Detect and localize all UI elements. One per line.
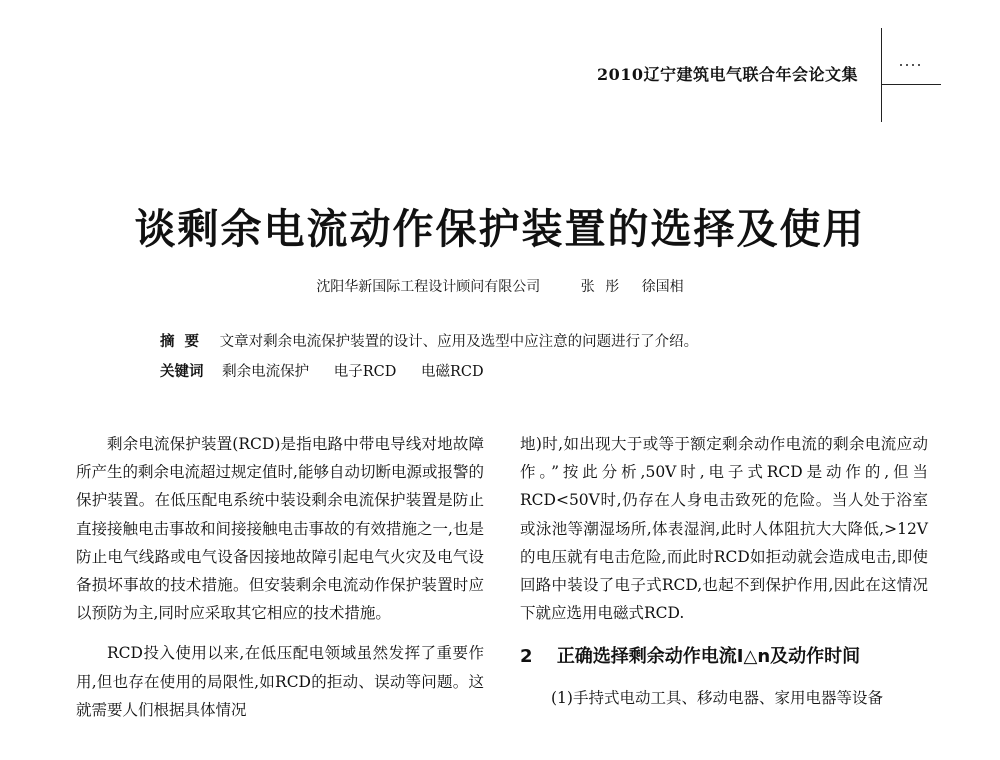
abstract-label: 摘要 — [160, 334, 209, 350]
header-vertical-rule — [881, 28, 882, 122]
keyword: 电磁RCD — [420, 364, 484, 380]
right-column — [520, 430, 928, 712]
keyword: 电子RCD — [333, 364, 397, 380]
keywords-label: 关键词 — [160, 364, 204, 380]
section-number: 2 — [520, 646, 533, 668]
keyword: 剩余电流保护 — [222, 364, 310, 380]
paper-title: 谈剩余电流动作保护装置的选择及使用 — [134, 205, 866, 253]
abstract-text: 文章对剩余电流保护装置的设计、应用及选型中应注意的问题进行了介绍。 — [219, 334, 699, 350]
author-line — [0, 276, 1000, 296]
header-dotted-mark — [900, 64, 920, 66]
body-paragraph: RCD投入使用以来,在低压配电领域虽然发挥了重要作用,但也存在使用的局限性,如RCD的拒动、误动等问题。这就需要人们根据具体情况 — [76, 644, 484, 719]
section-title: 正确选择剩余动作电流I△n及动作时间 — [556, 646, 861, 668]
body-paragraph: (1)手持式电动工具、移动电器、家用电器等设备 — [551, 688, 883, 707]
author-organization: 沈阳华新国际工程设计顾问有限公司 — [316, 279, 541, 295]
author-name: 张 彤 — [580, 279, 620, 295]
author-name: 徐国相 — [641, 279, 684, 295]
running-header: 2010辽宁建筑电气联合年会论文集 — [597, 65, 859, 84]
section-heading — [520, 643, 928, 671]
body-paragraph: 地)时,如出现大于或等于额定剩余动作电流的剩余电流应动作。”按此分析,50V时,电子式RCD是动作的,但当RCD<50V时,仍存在人身电击致死的危险。当人处于浴室或泳池等潮湿场所,体表湿润,此时人体阻抗大大降低,>12V的电压就有电击危险,而此时RCD如拒动就会造成电击,即使回路中装设了电子式RCD,也起不到保护作用,因此在这情况下就应选用电磁式RCD. — [520, 435, 928, 623]
keywords — [160, 360, 504, 381]
left-column — [76, 430, 484, 724]
header-horizontal-rule — [881, 84, 941, 85]
abstract — [160, 330, 698, 351]
body-paragraph: 剩余电流保护装置(RCD)是指电路中带电导线对地故障所产生的剩余电流超过规定值时,能够自动切断电源或报警的保护装置。在低压配电系统中装设剩余电流保护装置是防止直接接触电击事故和间接接触电击事故的有效措施之一,也是防止电气线路或电气设备因接地故障引起电气火灾及电气设备损坏事故的技术措施。但安装剩余电流动作保护装置时应以预防为主,同时应采取其它相应的技术措施。 — [76, 435, 484, 623]
